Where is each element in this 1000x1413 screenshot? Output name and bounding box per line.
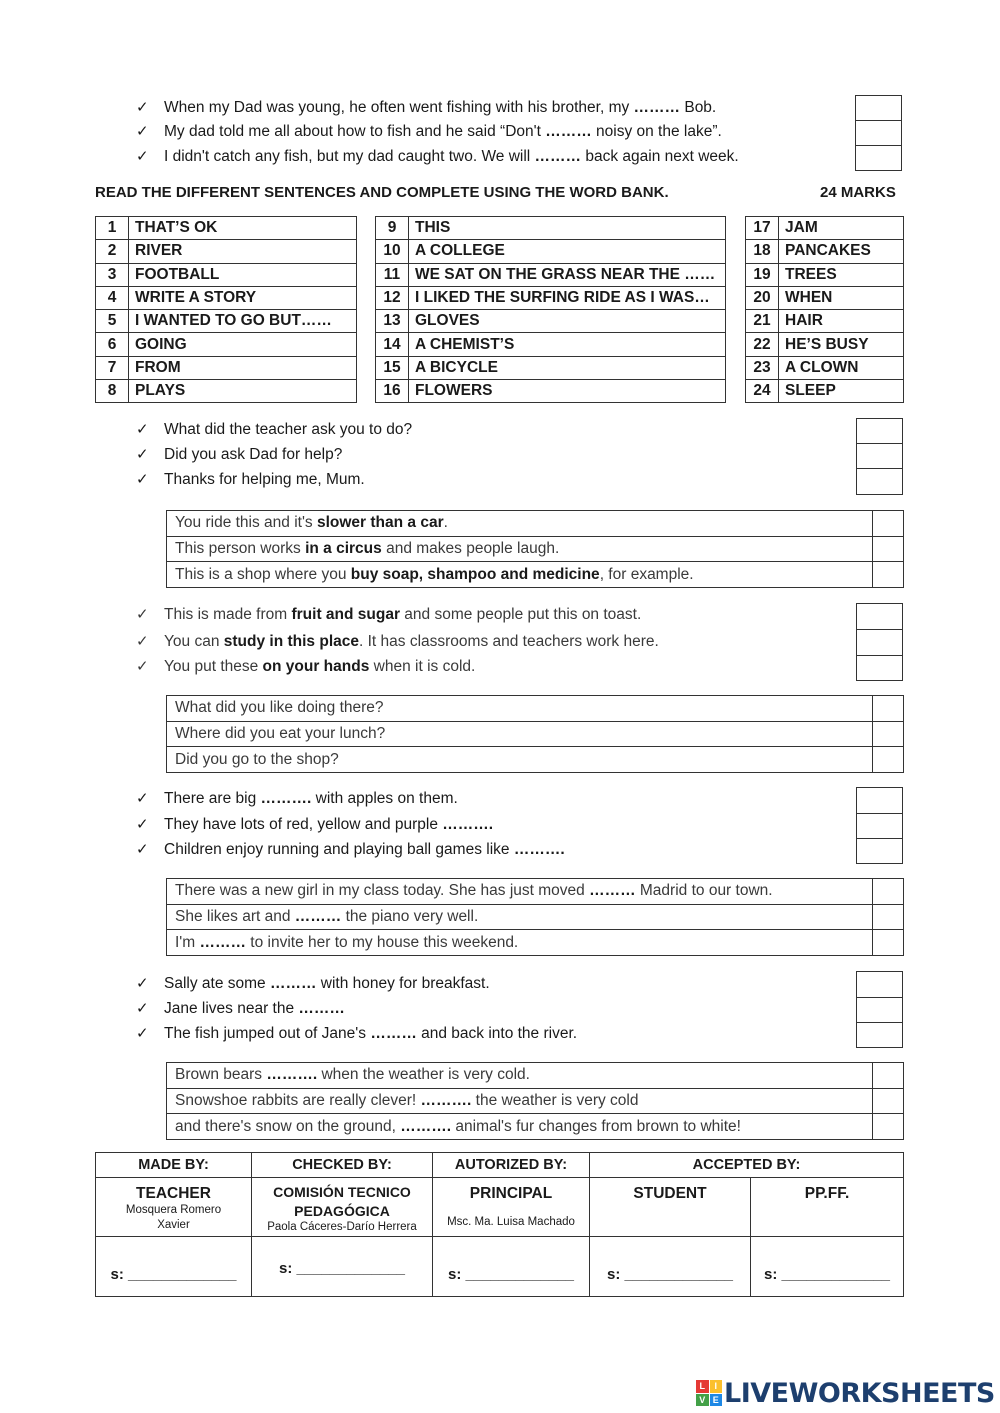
word-number: 24 <box>746 380 779 403</box>
checkmark-icon: ✓ <box>136 123 149 140</box>
sentence-text: Bob. <box>680 99 717 116</box>
sentence-text: The fish jumped out of Jane's <box>164 1025 371 1042</box>
sentence-text: This is a shop where you <box>175 565 351 583</box>
sentence-text: . It has classrooms and teachers work here. <box>359 633 659 650</box>
emphasis: ……… <box>294 908 342 926</box>
commission-role: PEDAGÓGICA <box>294 1203 390 1219</box>
sentence-cell <box>167 747 873 773</box>
sentence-table-3 <box>166 878 904 956</box>
word-bank-row <box>746 286 904 309</box>
check-item <box>136 997 345 1021</box>
word-bank-row <box>376 217 726 240</box>
teacher-cell <box>96 1178 252 1237</box>
sentence-row <box>167 904 904 930</box>
sentence-text: noisy on the lake”. <box>591 123 722 140</box>
signature-line[interactable]: s: _____________ <box>590 1237 751 1297</box>
emphasis: ……… <box>589 882 636 900</box>
emphasis: ………. <box>420 1092 472 1110</box>
sentence-text: and back into the river. <box>416 1025 578 1042</box>
emphasis: ……… <box>370 1025 417 1042</box>
emphasis: on your hands <box>262 658 370 675</box>
check-item <box>136 838 565 862</box>
word-bank-row <box>376 356 726 379</box>
word-number: 4 <box>96 286 129 309</box>
word-number: 6 <box>96 333 129 356</box>
sentence-row <box>167 536 904 562</box>
word-text: GLOVES <box>409 310 726 333</box>
sentence-text: with honey for breakfast. <box>316 975 490 992</box>
sentence-cell <box>167 904 873 930</box>
word-text: JAM <box>779 217 904 240</box>
sentence-text: Madrid to our town. <box>635 882 773 900</box>
answer-box[interactable] <box>873 511 904 537</box>
answer-box[interactable] <box>855 120 902 146</box>
sentence-text: . <box>443 514 448 532</box>
word-bank-row <box>96 286 357 309</box>
sentence-cell <box>167 721 873 747</box>
word-bank-row <box>96 380 357 403</box>
sentence-row <box>167 930 904 956</box>
sentence-text: Jane lives near the <box>164 1000 299 1017</box>
word-number: 15 <box>376 356 409 379</box>
sentence-cell <box>167 1088 873 1114</box>
emphasis: in a circus <box>305 540 382 558</box>
word-number: 22 <box>746 333 779 356</box>
check-item <box>136 443 342 467</box>
student-cell <box>590 1178 751 1237</box>
check-item <box>136 468 365 492</box>
emphasis: ………. <box>400 1117 452 1135</box>
word-text: THIS <box>409 217 726 240</box>
checkmark-icon: ✓ <box>136 633 149 650</box>
answer-box[interactable] <box>873 721 904 747</box>
word-bank-col-1 <box>95 216 357 403</box>
word-text: GOING <box>129 333 357 356</box>
word-text: THAT’S OK <box>129 217 357 240</box>
check-item <box>136 603 641 627</box>
sentence-cell <box>167 879 873 905</box>
word-text: FLOWERS <box>409 380 726 403</box>
word-bank-row <box>376 380 726 403</box>
sentence-text: You ride this and it's <box>175 514 317 532</box>
principal-name: Msc. Ma. Luisa Machado <box>447 1216 575 1228</box>
emphasis: ……… <box>298 1000 345 1017</box>
sentence-cell <box>167 562 873 588</box>
word-bank-row <box>376 333 726 356</box>
word-text: HAIR <box>779 310 904 333</box>
checkmark-icon: ✓ <box>136 148 149 165</box>
blank: ……… <box>534 148 582 165</box>
parents-role: PP.FF. <box>804 1185 850 1202</box>
answer-box[interactable] <box>873 879 904 905</box>
sentence-text: Thanks for helping me, Mum. <box>164 471 365 488</box>
answer-box[interactable] <box>873 536 904 562</box>
answer-box[interactable] <box>856 468 903 495</box>
signature-table <box>95 1152 904 1297</box>
teacher-role: TEACHER <box>136 1185 211 1202</box>
word-number: 20 <box>746 286 779 309</box>
sentence-text: when it is cold. <box>369 658 476 675</box>
sentence-text: When my Dad was young, he often went fishing with his brother, my <box>164 99 634 116</box>
word-bank-row <box>746 263 904 286</box>
sentence-text: Brown bears <box>175 1066 267 1084</box>
badge-letter: L <box>696 1380 709 1393</box>
check-item <box>136 1022 577 1046</box>
instructions-title: READ THE DIFFERENT SENTENCES AND COMPLETE USING THE WORD BANK. <box>95 184 669 201</box>
sentence-text: animal's fur changes from brown to white! <box>451 1117 741 1135</box>
accepted-by-header: ACCEPTED BY: <box>590 1153 904 1178</box>
sentence-row <box>167 1114 904 1140</box>
word-bank-row <box>96 356 357 379</box>
blank: ……… <box>545 123 592 140</box>
checkmark-icon: ✓ <box>136 816 149 833</box>
sentence-text: Snowshoe rabbits are really clever! <box>175 1092 421 1110</box>
sentence-text: and some people put this on toast. <box>400 606 642 623</box>
word-bank-row <box>746 356 904 379</box>
word-text: RIVER <box>129 240 357 263</box>
answer-box[interactable] <box>873 747 904 773</box>
emphasis: ………. <box>442 816 494 833</box>
answer-box[interactable] <box>856 603 903 630</box>
sentence-row <box>167 747 904 773</box>
sentence-text: There was a new girl in my class today. She has just moved <box>175 882 590 900</box>
word-bank-row <box>96 333 357 356</box>
emphasis: ……… <box>269 975 317 992</box>
checkmark-icon: ✓ <box>136 99 149 116</box>
checkmark-icon: ✓ <box>136 606 149 623</box>
word-text: PLAYS <box>129 380 357 403</box>
sentence-text: the piano very well. <box>341 908 479 926</box>
word-bank-row <box>96 310 357 333</box>
sentence-text: with apples on them. <box>311 790 458 807</box>
badge-letter: V <box>696 1394 709 1407</box>
checkmark-icon: ✓ <box>136 471 149 488</box>
sentence-row <box>167 562 904 588</box>
word-number: 19 <box>746 263 779 286</box>
checkmark-icon: ✓ <box>136 975 149 992</box>
sentence-row <box>167 1063 904 1089</box>
word-text: WHEN <box>779 286 904 309</box>
commission-cell <box>252 1178 433 1237</box>
check-item <box>136 418 412 442</box>
badge-letter: E <box>710 1394 723 1407</box>
answer-box[interactable] <box>856 655 903 681</box>
logo-text: LIVEWORKSHEETS <box>724 1377 995 1409</box>
sentence-cell <box>167 930 873 956</box>
word-bank-row <box>376 263 726 286</box>
check-item <box>136 787 458 811</box>
word-text: FOOTBALL <box>129 263 357 286</box>
word-bank-row <box>746 240 904 263</box>
answer-box[interactable] <box>856 1022 903 1048</box>
teacher-name: Xavier <box>157 1219 190 1231</box>
student-role: STUDENT <box>633 1185 707 1202</box>
checkmark-icon: ✓ <box>136 1025 149 1042</box>
sentence-text: She likes art and <box>175 908 295 926</box>
sentence-cell <box>167 1063 873 1089</box>
word-bank-row <box>376 286 726 309</box>
sentence-text: They have lots of red, yellow and purple <box>164 816 443 833</box>
word-text: A COLLEGE <box>409 240 726 263</box>
commission-role: COMISIÓN TECNICO <box>273 1184 411 1200</box>
sentence-text: You put these <box>164 658 263 675</box>
sentence-table-4 <box>166 1062 904 1140</box>
principal-role: PRINCIPAL <box>469 1185 553 1202</box>
word-number: 5 <box>96 310 129 333</box>
logo-badge-icon <box>696 1380 722 1406</box>
answer-box[interactable] <box>873 1063 904 1089</box>
answer-box[interactable] <box>873 696 904 722</box>
sentence-text: Did you go to the shop? <box>175 750 339 768</box>
liveworksheets-logo <box>696 1378 995 1408</box>
authorized-by-header: AUTORIZED BY: <box>433 1153 590 1178</box>
word-text: A BICYCLE <box>409 356 726 379</box>
sentence-cell <box>167 536 873 562</box>
emphasis: ………. <box>513 841 565 858</box>
badge-letter: I <box>710 1380 723 1393</box>
checkmark-icon: ✓ <box>136 421 149 438</box>
signature-line[interactable]: s: _____________ <box>433 1237 590 1297</box>
word-text: I WANTED TO GO BUT…… <box>129 310 357 333</box>
answer-box[interactable] <box>873 1114 904 1140</box>
word-text: WRITE A STORY <box>129 286 357 309</box>
sentence-row <box>167 511 904 537</box>
emphasis: buy soap, shampoo and medicine <box>350 565 600 583</box>
word-bank-row <box>746 380 904 403</box>
sentence-text: You can <box>164 633 224 650</box>
word-bank-col-3 <box>745 216 904 403</box>
sentence-text: the weather is very cold <box>471 1092 639 1110</box>
word-text: I LIKED THE SURFING RIDE AS I WAS… <box>409 286 726 309</box>
word-number: 11 <box>376 263 409 286</box>
emphasis: study in this place <box>223 633 359 650</box>
word-bank-row <box>376 240 726 263</box>
checkmark-icon: ✓ <box>136 658 149 675</box>
word-number: 1 <box>96 217 129 240</box>
sentence-text: to invite her to my house this weekend. <box>245 933 519 951</box>
sentence-cell <box>167 1114 873 1140</box>
word-bank-row <box>746 333 904 356</box>
word-text: TREES <box>779 263 904 286</box>
emphasis: fruit and sugar <box>291 606 400 623</box>
word-text: SLEEP <box>779 380 904 403</box>
checked-by-header: CHECKED BY: <box>252 1153 433 1178</box>
sentence-row <box>167 721 904 747</box>
answer-box[interactable] <box>855 145 902 171</box>
emphasis: ………. <box>266 1066 318 1084</box>
sentence-text: I didn't catch any fish, but my dad caught two. We will <box>164 148 535 165</box>
checkmark-icon: ✓ <box>136 790 149 807</box>
word-bank-row <box>746 217 904 240</box>
word-number: 12 <box>376 286 409 309</box>
word-bank-row <box>96 217 357 240</box>
signature-line[interactable]: s: _____________ <box>252 1237 433 1297</box>
word-bank-col-2 <box>375 216 726 403</box>
word-number: 17 <box>746 217 779 240</box>
word-text: HE’S BUSY <box>779 333 904 356</box>
word-number: 3 <box>96 263 129 286</box>
answer-box[interactable] <box>856 997 903 1023</box>
word-number: 16 <box>376 380 409 403</box>
answer-box[interactable] <box>855 95 902 121</box>
sentence-text: This person works <box>175 540 306 558</box>
check-item <box>136 145 739 169</box>
word-text: A CHEMIST’S <box>409 333 726 356</box>
sentence-cell <box>167 511 873 537</box>
parents-cell <box>751 1178 904 1237</box>
signature-line[interactable]: s: _____________ <box>751 1237 904 1297</box>
made-by-header: MADE BY: <box>96 1153 252 1178</box>
sentence-text: Sally ate some <box>164 975 270 992</box>
sentence-text: This is made from <box>164 606 292 623</box>
sentence-row <box>167 1088 904 1114</box>
sentence-text: when the weather is very cold. <box>317 1066 530 1084</box>
sentence-text: , for example. <box>599 565 694 583</box>
word-text: A CLOWN <box>779 356 904 379</box>
word-bank-row <box>96 240 357 263</box>
checkmark-icon: ✓ <box>136 841 149 858</box>
word-number: 23 <box>746 356 779 379</box>
answer-box[interactable] <box>856 629 903 656</box>
sentence-text: and there's snow on the ground, <box>175 1117 401 1135</box>
word-number: 10 <box>376 240 409 263</box>
sentence-text: Did you ask Dad for help? <box>164 446 343 463</box>
answer-box[interactable] <box>873 930 904 956</box>
commission-name: Paola Cáceres-Darío Herrera <box>267 1221 417 1233</box>
word-number: 9 <box>376 217 409 240</box>
check-item <box>136 96 716 120</box>
emphasis: slower than a car <box>316 514 444 532</box>
check-item <box>136 972 490 996</box>
checkmark-icon: ✓ <box>136 446 149 463</box>
word-bank-row <box>746 310 904 333</box>
check-item <box>136 655 475 679</box>
answer-box[interactable] <box>873 1088 904 1114</box>
word-number: 21 <box>746 310 779 333</box>
word-text: FROM <box>129 356 357 379</box>
sentence-cell <box>167 696 873 722</box>
word-number: 2 <box>96 240 129 263</box>
sentence-text: back again next week. <box>581 148 739 165</box>
sentence-text: What did the teacher ask you to do? <box>164 421 413 438</box>
word-number: 8 <box>96 380 129 403</box>
signature-line[interactable]: s: _____________ <box>96 1237 252 1297</box>
teacher-name: Mosquera Romero <box>125 1204 222 1216</box>
word-bank-row <box>96 263 357 286</box>
sentence-text: Children enjoy running and playing ball games like <box>164 841 514 858</box>
sentence-text: There are big <box>164 790 261 807</box>
sentence-row <box>167 696 904 722</box>
sentence-text: My dad told me all about how to fish and he said “Don't <box>164 123 546 140</box>
emphasis: ………. <box>260 790 312 807</box>
principal-cell <box>433 1178 590 1237</box>
sentence-text: Where did you eat your lunch? <box>175 725 386 743</box>
marks-label: 24 MARKS <box>820 184 896 201</box>
sentence-text: and makes people laugh. <box>381 540 560 558</box>
check-item <box>136 813 493 837</box>
word-number: 14 <box>376 333 409 356</box>
sentence-row <box>167 879 904 905</box>
word-bank-row <box>376 310 726 333</box>
word-number: 7 <box>96 356 129 379</box>
word-text: WE SAT ON THE GRASS NEAR THE …… <box>409 263 726 286</box>
answer-box[interactable] <box>856 838 903 864</box>
word-number: 13 <box>376 310 409 333</box>
answer-box[interactable] <box>873 562 904 588</box>
checkmark-icon: ✓ <box>136 1000 149 1017</box>
answer-box[interactable] <box>856 787 903 814</box>
sentence-table-1 <box>166 510 904 588</box>
answer-box[interactable] <box>856 443 903 469</box>
word-text: PANCAKES <box>779 240 904 263</box>
sentence-table-2 <box>166 695 904 773</box>
check-item <box>136 120 722 144</box>
check-item <box>136 630 659 654</box>
answer-box[interactable] <box>873 904 904 930</box>
emphasis: ……… <box>199 933 246 951</box>
answer-box[interactable] <box>856 971 903 998</box>
sentence-text: I'm <box>175 933 200 951</box>
blank: ……… <box>633 99 681 116</box>
answer-box[interactable] <box>856 813 903 839</box>
word-number: 18 <box>746 240 779 263</box>
sentence-text: What did you like doing there? <box>175 699 384 717</box>
answer-box[interactable] <box>856 418 903 444</box>
